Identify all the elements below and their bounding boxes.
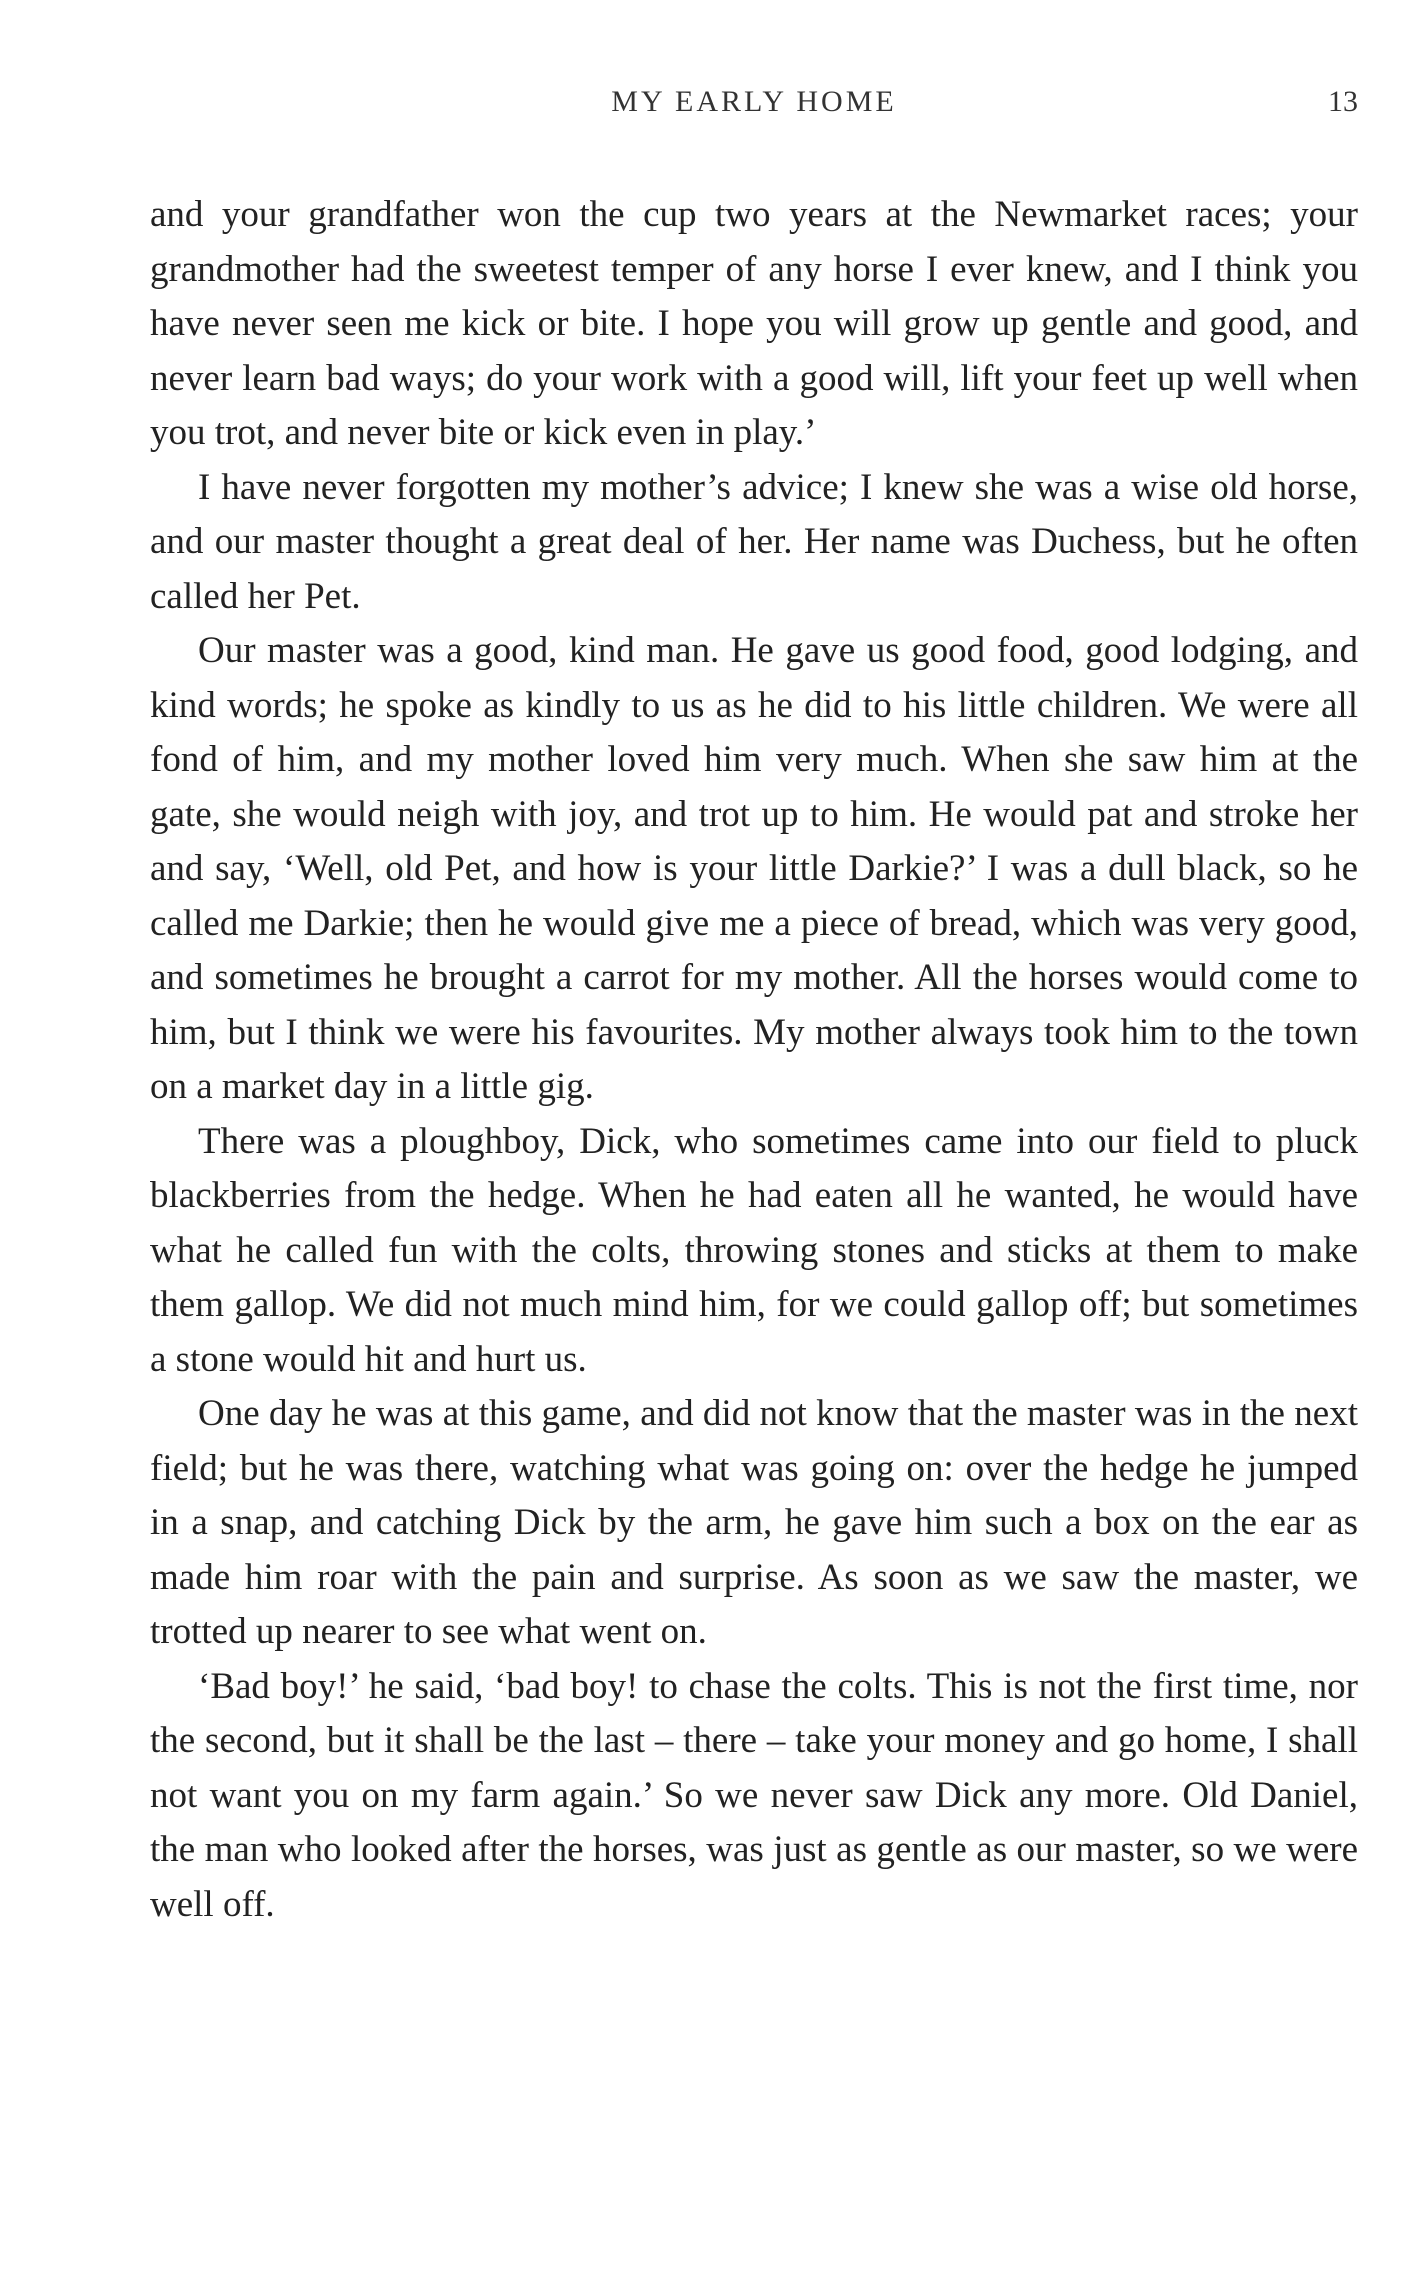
page-number: 13	[1328, 85, 1358, 118]
book-page	[150, 0, 1358, 2270]
body-text	[150, 188, 1358, 1932]
running-head	[150, 82, 1358, 122]
paragraph-2: I have never forgotten my mother’s advice; I knew she was a wise old horse, and our master thought a great deal of her. Her name was Duchess, but he often called her Pet.	[150, 466, 1358, 617]
paragraph-3: Our master was a good, kind man. He gave us good food, good lodging, and kind words; he spoke as kindly to us as he did to his little children. We were all fond of him, and my mother loved him very much. When she saw him at the gate, she would neigh with joy, and trot up to him. He would pat and stroke her and say, ‘Well, old Pet, and how is your little Darkie?’ I was a dull black, so he called me Darkie; then he would give me a piece of bread, which was very good, and sometimes he brought a carrot for my mother. All the horses would come to him, but I think we were his favourites. My mother always took him to the town on a market day in a little gig.	[150, 630, 1358, 1107]
paragraph-4: There was a ploughboy, Dick, who sometimes came into our field to pluck blackberries from the hedge. When he had eaten all he wanted, he would have what he called fun with the colts, throwing stones and sticks at them to make them gallop. We did not much mind him, for we could gallop off; but sometimes a stone would hit and hurt us.	[150, 1120, 1358, 1380]
paragraph-6: ‘Bad boy!’ he said, ‘bad boy! to chase the colts. This is not the first time, nor the second, but it shall be the last – there – take your money and go home, I shall not want you on my farm again.’ So we never saw Dick any more. Old Daniel, the man who looked after the horses, was just as gentle as our master, so we were well off.	[150, 1665, 1358, 1925]
paragraph-1: and your grandfather won the cup two years at the Newmarket races; your grandmother had the sweetest temper of any horse I ever knew, and I think you have never seen me kick or bite. I hope you will grow up gentle and good, and never learn bad ways; do your work with a good will, lift your feet up well when you trot, and never bite or kick even in play.’	[150, 194, 1358, 453]
chapter-title: MY EARLY HOME	[611, 85, 897, 118]
paragraph-5: One day he was at this game, and did not know that the master was in the next field; but he was there, watching what was going on: over the hedge he jumped in a snap, and catching Dick by the arm, he gave him such a box on the ear as made him roar with the pain and surprise. As soon as we saw the master, we trotted up nearer to see what went on.	[150, 1393, 1358, 1652]
